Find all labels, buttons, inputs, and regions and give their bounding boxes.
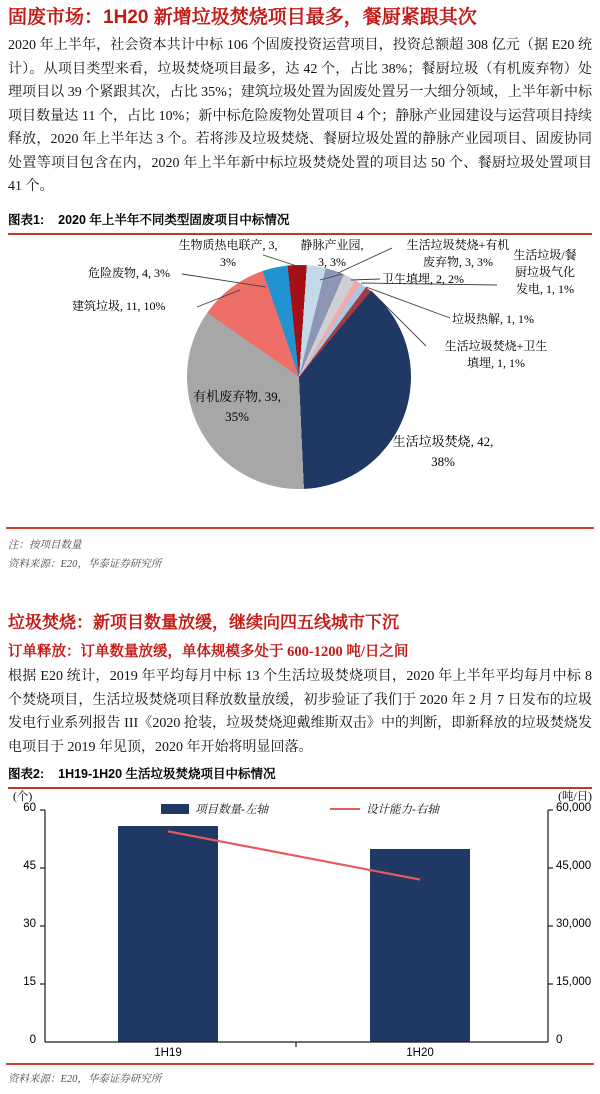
legend-label: 设计能力-右轴 (366, 804, 439, 816)
figure2-label: 图表2: (8, 767, 45, 781)
pie-callout-sanitary-landfill: 卫生填埋, 2, 2% (382, 272, 464, 286)
pie-callout-biomass: 生物质热电联产, 3, 3% (178, 238, 278, 269)
pie-callout-pyrolysis: 垃圾热解, 1, 1% (452, 312, 534, 326)
pie-callout-industrial-park: 静脉产业园, 3, 3% (300, 238, 364, 269)
design-capacity-line (168, 831, 420, 879)
figure1-header (8, 210, 592, 235)
figure2-source: 资料来源：E20，华泰证券研究所 (8, 1074, 162, 1085)
pie-figure (0, 234, 600, 527)
pie-callout-hazardous-waste: 危险废物, 4, 3% (88, 266, 170, 280)
figure1-source: 资料来源：E20，华泰证券研究所 (8, 559, 162, 570)
left-axis-tick: 0 (29, 1034, 36, 1046)
right-axis-tick: 30,000 (556, 918, 592, 930)
leader-line (197, 290, 240, 307)
figure1-note: 注：按项目数量 (8, 540, 82, 551)
figure2-header (8, 764, 592, 789)
figure1-bottom-rule (6, 527, 594, 529)
left-axis-tick: 45 (23, 860, 36, 872)
figure2-bottom-rule (6, 1063, 594, 1065)
leader-line (182, 274, 266, 287)
figure1-title: 2020 年上半年不同类型固废项目中标情况 (58, 213, 290, 227)
right-axis-tick: 15,000 (556, 976, 592, 988)
figure1-label: 图表1: (8, 213, 45, 227)
pie-callout-msw-plus-organic: 生活垃圾焚烧+有机 废弃物, 3, 3% (406, 238, 510, 269)
figure2-title: 1H19-1H20 生活垃圾焚烧项目中标情况 (58, 767, 276, 781)
combo-chart (0, 788, 600, 1063)
right-axis-tick: 45,000 (556, 860, 592, 872)
right-axis-tick: 0 (556, 1034, 563, 1046)
section2-title: 垃圾焚烧：新项目数量放缓，继续向四五线城市下沉 (8, 613, 399, 632)
right-axis-tick: 60,000 (556, 802, 592, 814)
left-axis-unit: (个) (13, 791, 33, 803)
pie-label-organic-waste: 有机废弃物, 39, 35% (193, 389, 281, 424)
category-label-1h19: 1H19 (154, 1047, 182, 1059)
pie-callout-construction-waste: 建筑垃圾, 11, 10% (72, 299, 166, 313)
pie-callout-msw-plus-landfill: 生活垃圾焚烧+卫生 填埋, 1, 1% (444, 339, 548, 370)
section2-paragraph: 根据 E20 统计，2019 年平均每月中标 13 个生活垃圾焚烧项目，2020 年上半年平均每月中标 8 个焚烧项目，生活垃圾焚烧项目释放数量放缓，初步验证了我们于 2020 年 2 月 7 日发布的垃圾发电行业系列报告 III《2020 抢装，垃圾焚烧迎戴维斯双击》中的判断，即新释放的垃圾焚烧发电项目于 2019 年见顶，2020 年开始将明显回落。 (8, 669, 592, 755)
category-label-1h20: 1H20 (406, 1047, 434, 1059)
right-axis-unit: (吨/日) (558, 791, 592, 803)
page-title: 固废市场：1H20 新增垃圾焚烧项目最多，餐厨紧跟其次 (8, 7, 477, 28)
axes-svg (0, 788, 600, 1063)
leader-line (366, 287, 450, 318)
section1-paragraph: 2020 年上半年，社会资本共计中标 106 个固废投资运营项目，投资总额超 308 亿元（据 E20 统计）。从项目类型来看，垃圾焚烧项目最多，达 42 个，占比 38%；餐厨垃圾（有机废弃物）处理项目以 39 个紧跟其次，占比 35%；建筑垃圾处置为固废处置另一大细分领域，上半年新中标项目数量达 11 个，占比 10%；新中标危险废物处置项目 4 个；静脉产业园建设与运营项目持续释放，2020 年上半年达 3 个。若将涉及垃圾焚烧、餐厨垃圾处置的静脉产业园项目、固废协同处置等项目包含在内，2020 年上半年新中标垃圾焚烧处置的项目达 50 个、餐厨垃圾处置项目 41 个。 (8, 38, 592, 194)
legend-label: 项目数量-左轴 (195, 804, 268, 816)
left-axis-tick: 15 (23, 976, 36, 988)
left-axis-tick: 60 (23, 802, 36, 814)
pie-label-msw-incineration: 生活垃圾焚烧, 42, 38% (392, 434, 494, 469)
section2-subtitle: 订单释放：订单数量放缓，单体规模多处于 600-1200 吨/日之间 (8, 644, 409, 660)
left-axis-tick: 30 (23, 918, 36, 930)
pie-callout-gasification: 生活垃圾/餐 厨垃圾气化 发电, 1, 1% (513, 248, 577, 296)
leader-line (320, 274, 342, 280)
leader-line (351, 279, 380, 280)
